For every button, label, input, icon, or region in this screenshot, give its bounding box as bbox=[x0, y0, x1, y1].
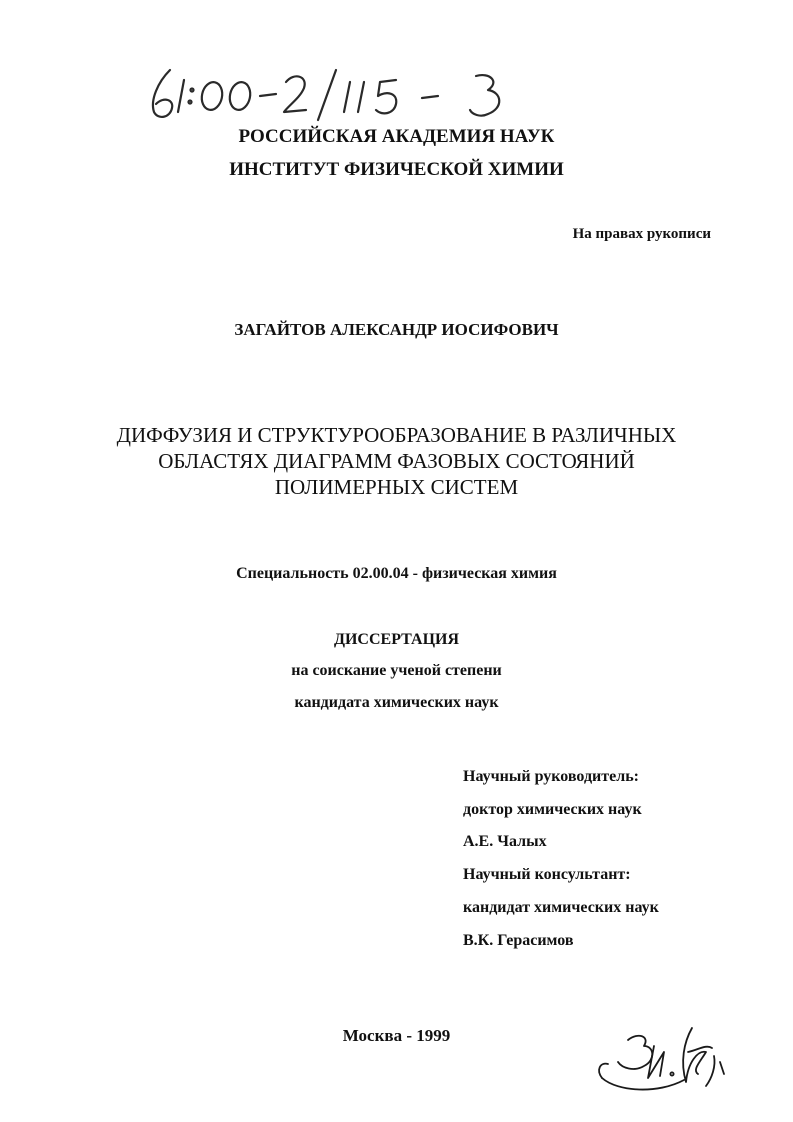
title-line: ДИФФУЗИЯ И СТРУКТУРООБРАЗОВАНИЕ В РАЗЛИЧНЫХ bbox=[116, 423, 677, 447]
specialty: Специальность 02.00.04 - физическая химия bbox=[236, 565, 557, 582]
advisor-name: А.Е. Чалых bbox=[463, 833, 547, 851]
consultant-role: Научный консультант: bbox=[463, 866, 631, 884]
consultant-degree: кандидат химических наук bbox=[463, 898, 659, 916]
advisor-degree: доктор химических наук bbox=[463, 800, 642, 818]
manuscript-note: На правах рукописи bbox=[572, 226, 711, 242]
advisors-block bbox=[463, 761, 659, 957]
title-line: ПОЛИМЕРНЫХ СИСТЕМ bbox=[274, 475, 519, 499]
academy-name: РОССИЙСКАЯ АКАДЕМИЯ НАУК bbox=[238, 126, 555, 147]
consultant-name: В.К. Герасимов bbox=[463, 931, 574, 949]
city-year: Москва - 1999 bbox=[342, 1026, 451, 1045]
handwritten-code-drawing bbox=[140, 60, 540, 130]
degree-line: на соискание ученой степени bbox=[291, 662, 502, 679]
institute-name: ИНСТИТУТ ФИЗИЧЕСКОЙ ХИМИИ bbox=[229, 159, 564, 180]
title-line: ОБЛАСТЯХ ДИАГРАММ ФАЗОВЫХ СОСТОЯНИЙ bbox=[158, 449, 635, 473]
degree-line: кандидата химических наук bbox=[294, 694, 499, 711]
author-name: ЗАГАЙТОВ АЛЕКСАНДР ИОСИФОВИЧ bbox=[234, 320, 559, 339]
signature-drawing bbox=[588, 1022, 738, 1102]
handwritten-catalog-code bbox=[140, 60, 540, 130]
dissertation-label: ДИССЕРТАЦИЯ bbox=[333, 631, 460, 648]
dissertation-title bbox=[0, 422, 793, 500]
signature bbox=[588, 1022, 738, 1102]
advisor-role: Научный руководитель: bbox=[463, 768, 639, 785]
